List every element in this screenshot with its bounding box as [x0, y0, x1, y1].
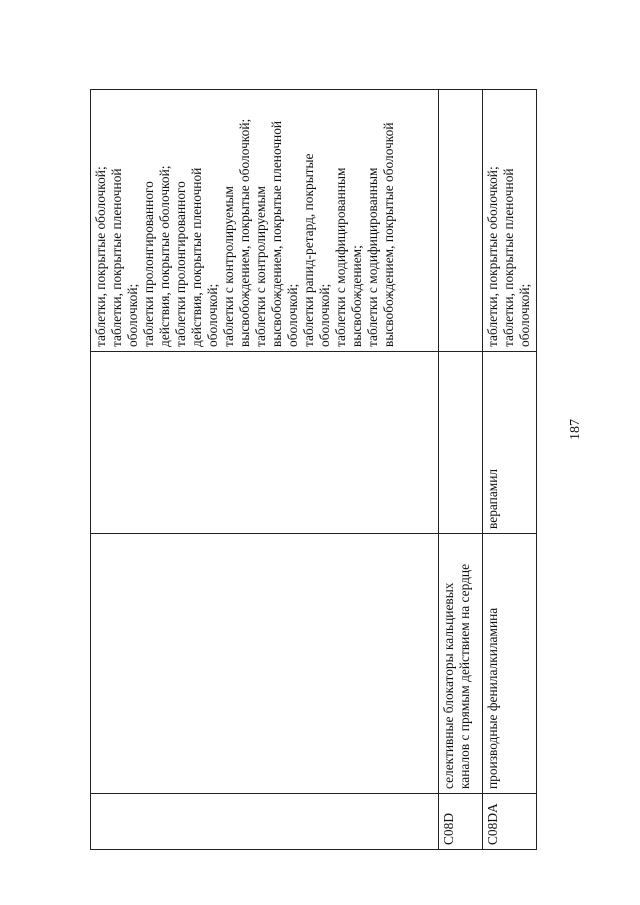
table-row: [439, 90, 483, 850]
dosage-form-line: высвобождением, покрытые пленочной: [269, 120, 284, 347]
dosage-form-line: таблетки пролонгированного: [141, 181, 156, 347]
dosage-form-line: оболочкой;: [285, 283, 300, 347]
group-cell: производные фенилалкиламина: [483, 534, 537, 794]
dosage-form-line: таблетки с модифицированным: [333, 167, 348, 347]
dosage-form-line: таблетки, покрытые пленочной: [109, 168, 124, 347]
dosage-form-line: высвобождением;: [349, 245, 364, 347]
dosage-form-line: высвобождением, покрытые оболочкой: [381, 122, 396, 347]
dosage-form-line: действия, покрытые пленочной: [189, 167, 204, 347]
page-number: 187: [568, 419, 583, 440]
dosage-form-line: оболочкой;: [125, 283, 140, 347]
drug-name-cell: [439, 352, 483, 534]
group-cell: селективные блокаторы кальциевых каналов с прямым действием на сердце: [439, 534, 483, 794]
dosage-form-line: действия, покрытые оболочкой;: [157, 165, 172, 347]
atc-code-cell: C08D: [439, 794, 483, 850]
dosage-forms-cell: [483, 90, 537, 352]
dosage-form-line: оболочкой;: [517, 283, 532, 347]
table-row: [91, 90, 439, 850]
atc-code-cell: [91, 794, 439, 850]
dosage-form-line: таблетки, покрытые оболочкой;: [485, 166, 500, 347]
drug-name-cell: верапамил: [483, 352, 537, 534]
dosage-form-line: таблетки с модифицированным: [365, 167, 380, 347]
group-cell: [91, 534, 439, 794]
drug-name-cell: [91, 352, 439, 534]
dosage-form-line: таблетки рапид-ретард, покрытые: [301, 153, 316, 347]
dosage-form-line: оболочкой;: [317, 283, 332, 347]
atc-code-cell: C08DA: [483, 794, 537, 850]
dosage-form-line: оболочкой;: [205, 283, 220, 347]
table-row: [483, 90, 537, 850]
dosage-form-line: таблетки пролонгированного: [173, 181, 188, 347]
dosage-form-line: таблетки с контролируемым: [221, 186, 236, 347]
dosage-form-line: таблетки с контролируемым: [253, 186, 268, 347]
dosage-form-line: таблетки, покрытые оболочкой;: [93, 166, 108, 347]
dosage-form-line: высвобождением, покрытые оболочкой;: [237, 118, 252, 347]
dosage-forms-cell: [439, 90, 483, 352]
dosage-forms-cell: [91, 90, 439, 352]
dosage-form-line: таблетки, покрытые пленочной: [501, 168, 516, 347]
rotated-table-container: [90, 90, 530, 850]
drug-table: [90, 89, 537, 850]
